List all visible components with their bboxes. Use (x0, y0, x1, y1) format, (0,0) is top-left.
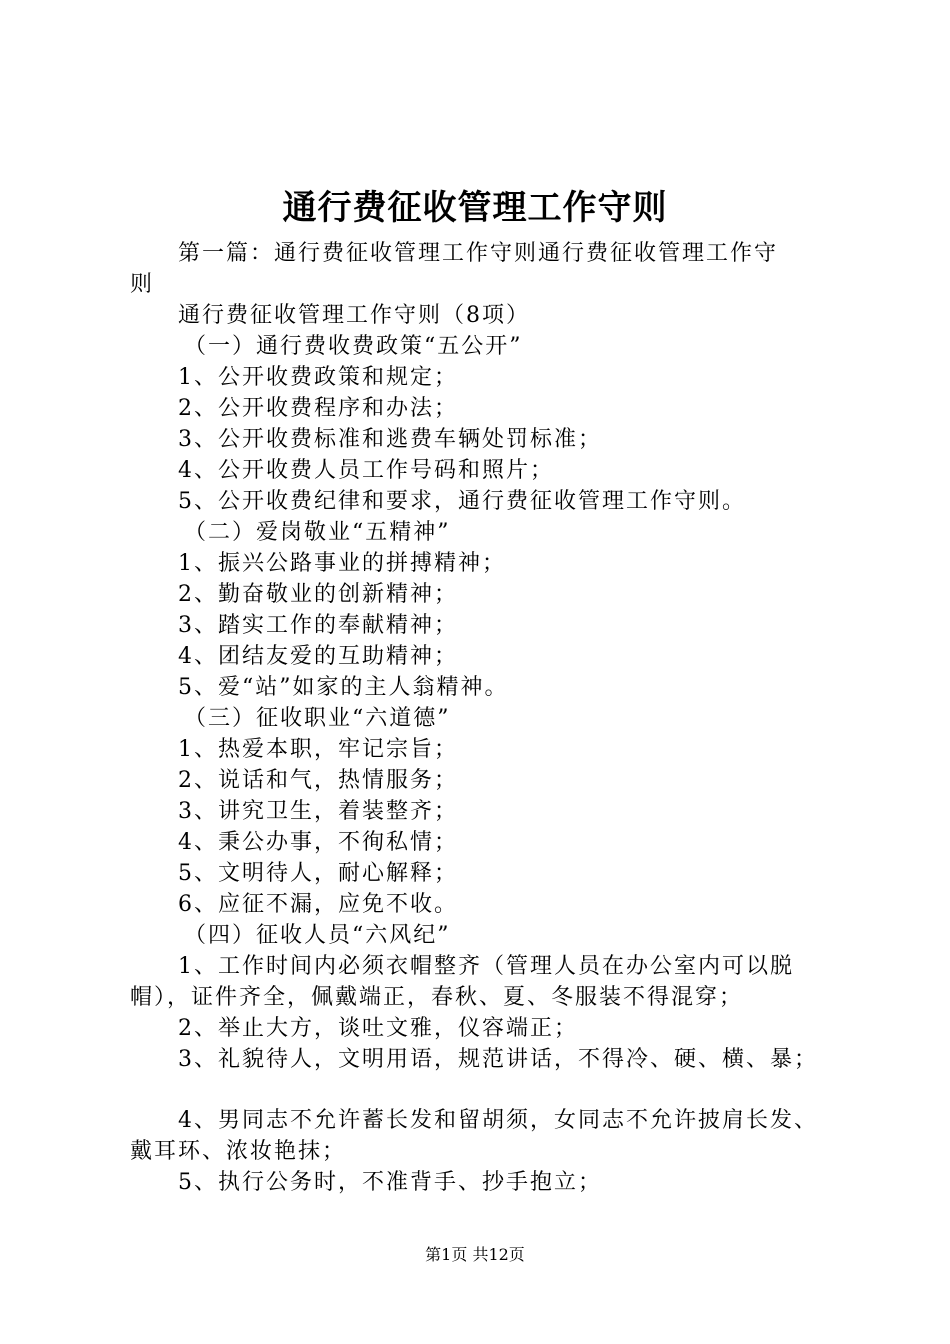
list-item: 5、文明待人，耐心解释； (178, 861, 458, 886)
list-item: 1、公开收费政策和规定； (178, 365, 458, 390)
list-item: 3、讲究卫生，着装整齐； (178, 799, 458, 824)
list-item: 5、爱“站”如家的主人翁精神。 (178, 675, 509, 700)
list-item: 1、工作时间内必须衣帽整齐（管理人员在办公室内可以脱 (178, 954, 794, 979)
list-item: 5、公开收费纪律和要求，通行费征收管理工作守则。 (178, 489, 746, 514)
intro-paragraph-line: 则 (130, 272, 155, 297)
subtitle: 通行费征收管理工作守则（8项） (178, 303, 530, 328)
list-item: 1、振兴公路事业的拼搏精神； (178, 551, 506, 576)
list-item: 4、秉公办事，不徇私情； (178, 830, 458, 855)
document-title: 通行费征收管理工作守则 (282, 188, 668, 228)
list-item: 1、热爱本职，牢记宗旨； (178, 737, 458, 762)
list-item-continuation: 帽），证件齐全，佩戴端正，春秋、夏、冬服装不得混穿； (130, 985, 744, 1010)
list-item: 4、男同志不允许蓄长发和留胡须，女同志不允许披肩长发、 (178, 1108, 818, 1133)
section-heading: （三）征收职业“六道德” (184, 706, 451, 731)
list-item: 3、踏实工作的奉献精神； (178, 613, 458, 638)
list-item: 2、公开收费程序和办法； (178, 396, 458, 421)
section-heading: （四）征收人员“六风纪” (184, 923, 451, 948)
list-item: 2、举止大方，谈吐文雅，仪容端正； (178, 1016, 578, 1041)
list-item: 4、团结友爱的互助精神； (178, 644, 458, 669)
list-item: 5、执行公务时，不准背手、抄手抱立； (178, 1170, 602, 1195)
document-body (130, 238, 842, 1198)
intro-paragraph-line: 第一篇：通行费征收管理工作守则通行费征收管理工作守 (178, 241, 779, 266)
section-heading: （二）爱岗敬业“五精神” (184, 520, 451, 545)
blank-line (130, 1075, 842, 1105)
section-heading: （一）通行费收费政策“五公开” (184, 334, 523, 359)
list-item: 3、公开收费标准和逃费车辆处罚标准； (178, 427, 602, 452)
list-item: 3、礼貌待人，文明用语，规范讲话，不得冷、硬、横、暴； (178, 1047, 818, 1072)
page-number-footer: 第1页 共12页 (425, 1245, 525, 1264)
list-item: 2、说话和气，热情服务； (178, 768, 458, 793)
list-item: 2、勤奋敬业的创新精神； (178, 582, 458, 607)
list-item: 6、应征不漏，应免不收。 (178, 892, 458, 917)
list-item: 4、公开收费人员工作号码和照片； (178, 458, 554, 483)
list-item-continuation: 戴耳环、浓妆艳抹； (130, 1139, 347, 1164)
